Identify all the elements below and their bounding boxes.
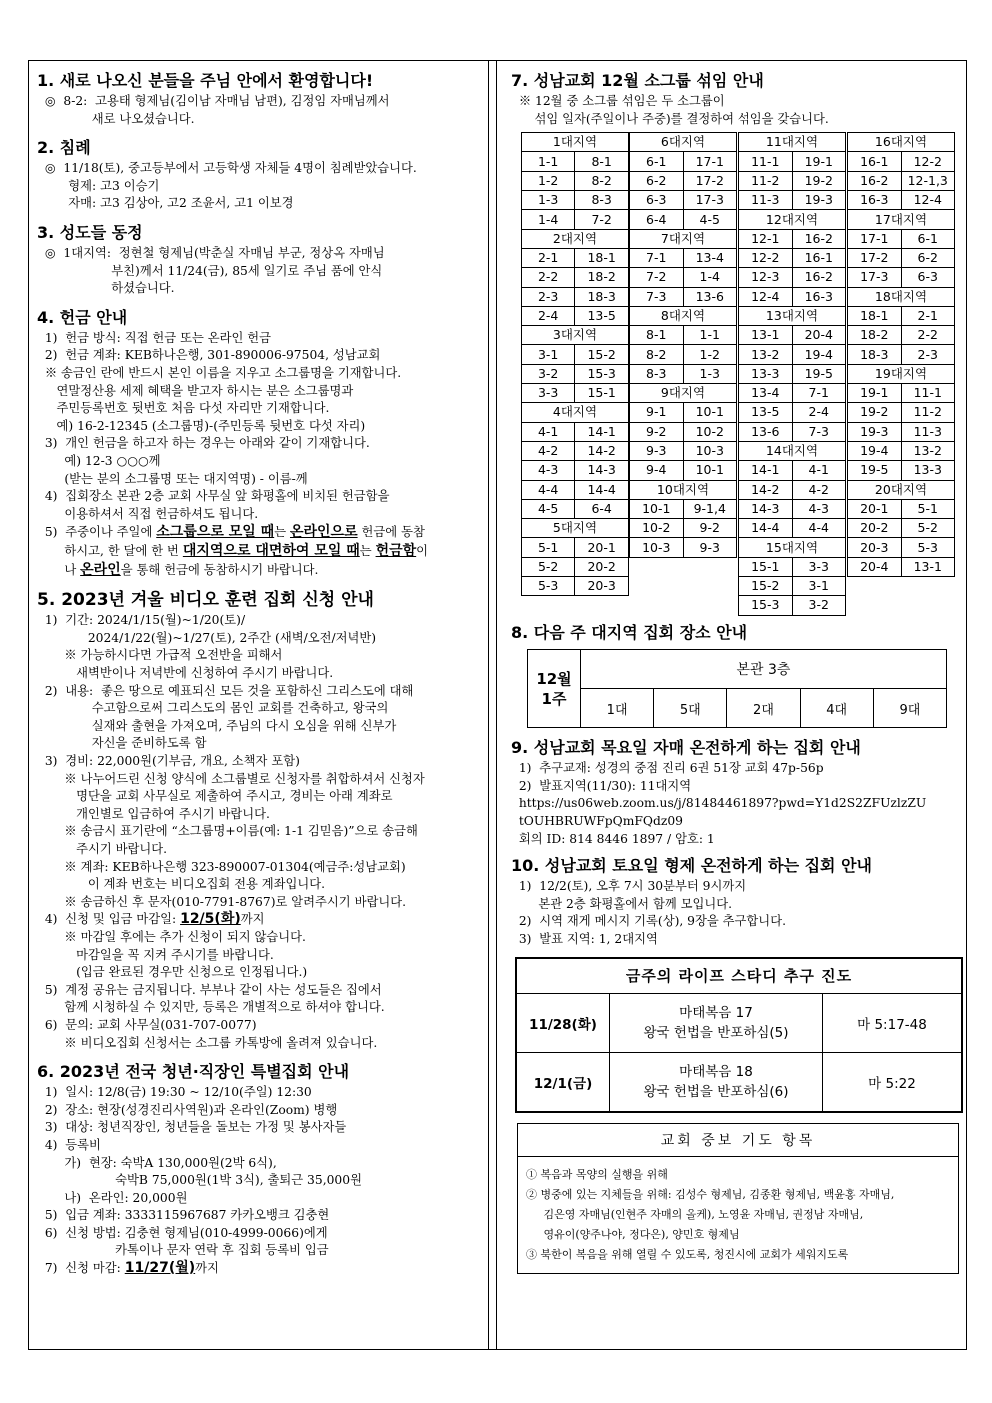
zoom-link[interactable]: tOUHBRUWFpQmFQdz09 — [511, 813, 683, 828]
group-cell: 9-4 — [630, 461, 684, 480]
partner-cell: 4-1 — [792, 461, 846, 480]
text-line: 1) 기간: 2024/1/15(월)~1/20(토)/ — [37, 613, 246, 628]
region-header: 20대지역 — [848, 480, 955, 499]
emphasis: 온라인으로 — [289, 524, 358, 541]
group-cell: 3-1 — [522, 345, 575, 364]
region-header: 13대지역 — [739, 306, 846, 325]
region-header: 19대지역 — [848, 364, 955, 383]
text-line: 예) 12-3 ○○○께 — [37, 453, 161, 468]
partner-cell: 18-1 — [575, 248, 629, 267]
group-cell: 11-2 — [739, 171, 793, 190]
region-column — [629, 132, 737, 558]
region-header: 10대지역 — [630, 480, 737, 499]
partner-cell: 6-1 — [901, 229, 955, 248]
text-line: 나 온라인을 통해 헌금에 동참하시기 바랍니다. — [37, 562, 319, 579]
region-column — [738, 132, 846, 615]
offering-body — [37, 330, 479, 581]
group-cell: 13-1 — [739, 326, 793, 345]
group-cell: 6-1 — [630, 152, 684, 171]
region-header: 18대지역 — [848, 287, 955, 306]
text-line: 3) 경비: 22,000원(기부금, 개요, 소책자 포함) — [37, 754, 300, 769]
partner-cell: 19-1 — [792, 152, 846, 171]
text-line: 나) 온라인: 20,000원 — [37, 1190, 188, 1205]
region-header: 8대지역 — [630, 306, 737, 325]
partner-cell: 4-3 — [792, 499, 846, 518]
partner-cell: 5-3 — [901, 538, 955, 557]
partner-cell: 10-3 — [683, 441, 737, 460]
group-cell: 3-2 — [522, 364, 575, 383]
group-cell: 7-2 — [630, 268, 684, 287]
partner-cell: 17-2 — [683, 171, 737, 190]
group-cell: 10-1 — [630, 499, 684, 518]
partner-cell: 13-6 — [683, 287, 737, 306]
partner-cell: 13-5 — [575, 306, 629, 325]
text-line: 하셨습니다. — [37, 281, 175, 296]
text-line: ※ 송금인 란에 반드시 본인 이름을 지우고 소그룹명을 기재합니다. — [37, 365, 402, 380]
group-cell: 9-2 — [630, 422, 684, 441]
text-line: 가) 현장: 숙박A 130,000원(2박 6식), — [37, 1155, 277, 1170]
group-cell: 5-2 — [522, 557, 575, 576]
section-title-offering: 4. 헌금 안내 — [37, 307, 128, 327]
bulletin-frame — [28, 60, 967, 1350]
text-line: 이용하셔서 직접 헌금하셔도 됩니다. — [37, 506, 259, 521]
partner-cell: 19-2 — [792, 171, 846, 190]
prayer-item: 김은영 자매님(인현주 자매의 올케), 노영윤 자매님, 권정남 자매님, — [526, 1207, 864, 1221]
region-header: 15대지역 — [739, 538, 846, 557]
partner-cell: 2-3 — [901, 345, 955, 364]
text-line: 5) 주중이나 주일에 소그룹으로 모일 때는 온라인으로 헌금에 동참 — [37, 524, 425, 541]
partner-cell: 8-1 — [575, 152, 629, 171]
text-line: ※ 송금하신 후 문자(010-7791-8767)로 알려주시기 바랍니다. — [37, 894, 407, 909]
group-cell: 11-3 — [739, 191, 793, 210]
text-line: ◎ 8-2: 고용태 형제님(김이남 자매님 남편), 김정임 자매님께서 — [37, 94, 390, 108]
group-cell: 2-1 — [522, 248, 575, 267]
group-cell: 17-1 — [848, 229, 902, 248]
text-line: 2) 헌금 계좌: KEB하나은행, 301-890006-97504, 성남교회 — [37, 348, 381, 363]
partner-cell: 6-4 — [575, 499, 629, 518]
study-date: 11/28(화) — [516, 993, 610, 1052]
youth-conference-body — [37, 1084, 479, 1278]
welcome-body — [37, 93, 479, 128]
group-cell: 20-2 — [848, 519, 902, 538]
group-cell: 6-4 — [630, 210, 684, 229]
group-cell: 5-1 — [522, 538, 575, 557]
group-cell: 4-5 — [522, 499, 575, 518]
partner-cell: 16-2 — [792, 229, 846, 248]
group-cell: 16-2 — [848, 171, 902, 190]
partner-cell: 20-1 — [575, 538, 629, 557]
region-column — [847, 132, 955, 577]
region-header: 9대지역 — [630, 384, 737, 403]
group-cell: 20-3 — [848, 538, 902, 557]
partner-cell: 9-1,4 — [683, 499, 737, 518]
text-line: 1) 일시: 12/8(금) 19:30 ~ 12/10(주일) 12:30 — [37, 1085, 312, 1100]
region-cell: 5대 — [654, 689, 727, 728]
text-line: 명단을 교회 사무실로 제출하여 주시고, 경비는 아래 계좌로 — [37, 789, 393, 804]
region-cell: 2대 — [727, 689, 800, 728]
group-cell: 1-4 — [522, 210, 575, 229]
group-cell: 14-1 — [739, 461, 793, 480]
partner-cell: 13-2 — [901, 441, 955, 460]
partner-cell: 1-2 — [683, 345, 737, 364]
partner-cell: 20-4 — [792, 326, 846, 345]
group-cell: 10-3 — [630, 538, 684, 557]
partner-cell: 12-2 — [901, 152, 955, 171]
partner-cell: 20-2 — [575, 557, 629, 576]
region-header: 14대지역 — [739, 441, 846, 460]
group-cell: 4-1 — [522, 422, 575, 441]
group-cell: 8-3 — [630, 364, 684, 383]
group-mixing-grid — [521, 132, 960, 617]
column-divider — [488, 61, 489, 1349]
prayer-item: 영유이(양주나야, 정다은), 양민호 형제님 — [526, 1227, 740, 1241]
region-header: 4대지역 — [522, 403, 629, 422]
group-cell: 18-2 — [848, 326, 902, 345]
group-cell: 15-2 — [739, 577, 793, 596]
group-cell: 12-3 — [739, 268, 793, 287]
text-line: 회의 ID: 814 8446 1897 / 암호: 1 — [511, 831, 715, 846]
section-title-meeting-place: 8. 다음 주 대지역 집회 장소 안내 — [511, 623, 748, 643]
section-title-baptism: 2. 침례 — [37, 138, 91, 158]
partner-cell: 1-1 — [683, 326, 737, 345]
text-line: ◎ 11/18(토), 중고등부에서 고등학생 자체들 4명이 침례받았습니다. — [37, 161, 417, 176]
text-line: 5) 입금 계좌: 3333115967687 카카오뱅크 김충현 — [37, 1208, 330, 1223]
deadline-date: 11/27(월) — [124, 1260, 196, 1277]
group-cell: 13-3 — [739, 364, 793, 383]
text-line: 5) 계정 공유는 금지됩니다. 부부나 같이 사는 성도들은 집에서 — [37, 982, 382, 997]
partner-cell: 14-4 — [575, 480, 629, 499]
partner-cell: 4-5 — [683, 210, 737, 229]
text-line: ※ 가능하시다면 가급적 오전반을 피해서 — [37, 648, 283, 663]
partner-cell: 13-4 — [683, 248, 737, 267]
group-cell: 13-5 — [739, 403, 793, 422]
partner-cell: 15-3 — [575, 364, 629, 383]
region-header: 3대지역 — [522, 326, 629, 345]
text-line: 2) 시역 재게 메시지 기록(상), 9장을 추구합니다. — [511, 914, 786, 929]
partner-cell: 16-1 — [792, 248, 846, 267]
partner-cell: 18-2 — [575, 268, 629, 287]
study-ref: 마 5:17-48 — [823, 993, 963, 1052]
text-line: 2) 장소: 현장(성경진리사역원)과 온라인(Zoom) 병행 — [37, 1102, 338, 1117]
text-line: 함께 시청하실 수 있지만, 등록은 개별적으로 하셔야 합니다. — [37, 1000, 385, 1015]
emphasis: 온라인 — [80, 562, 121, 579]
text-line: 주민등록번호 뒷번호 처음 다섯 자리만 기재합니다. — [37, 401, 330, 416]
text-line: 자매: 고3 김상아, 고2 조윤서, 고1 이보경 — [37, 196, 294, 211]
text-line: 카톡이나 문자 연락 후 집회 등록비 입금 — [37, 1243, 329, 1258]
partner-cell: 8-2 — [575, 171, 629, 190]
partner-cell: 6-2 — [901, 248, 955, 267]
partner-cell: 4-4 — [792, 519, 846, 538]
text-line: 새로 나오셨습니다. — [37, 111, 195, 126]
region-header: 16대지역 — [848, 133, 955, 152]
partner-cell: 16-3 — [792, 287, 846, 306]
partner-cell: 7-2 — [575, 210, 629, 229]
group-cell: 12-4 — [739, 287, 793, 306]
text-line: 1) 헌금 방식: 직접 헌금 또는 온라인 헌금 — [37, 330, 272, 345]
group-cell: 12-1 — [739, 229, 793, 248]
emphasis: 헌금함 — [375, 543, 417, 560]
group-cell: 19-1 — [848, 384, 902, 403]
deadline-line: 4) 신청 및 입금 마감일: 12/5(화)까지 — [37, 911, 265, 928]
text-line: (입금 완료된 경우만 신청으로 인정됩니다.) — [37, 965, 308, 980]
text-line: 본관 2층 화평홀에서 함께 모입니다. — [511, 896, 733, 911]
group-cell: 16-3 — [848, 191, 902, 210]
text-line: 예) 16-2-12345 (소그룹명)-(주민등록 뒷번호 다섯 자리) — [37, 418, 366, 433]
group-cell: 19-5 — [848, 461, 902, 480]
group-cell: 7-1 — [630, 248, 684, 267]
region-header: 7대지역 — [630, 229, 737, 248]
partner-cell: 7-1 — [792, 384, 846, 403]
partner-cell: 14-1 — [575, 422, 629, 441]
group-cell: 8-2 — [630, 345, 684, 364]
partner-cell: 19-4 — [792, 345, 846, 364]
partner-cell: 20-3 — [575, 577, 629, 596]
region-header: 17대지역 — [848, 210, 955, 229]
section-title-youth-conference: 6. 2023년 전국 청년·직장인 특별집회 안내 — [37, 1062, 350, 1082]
region-cell: 1대 — [581, 689, 654, 728]
partner-cell: 19-5 — [792, 364, 846, 383]
partner-cell: 6-3 — [901, 268, 955, 287]
group-cell: 1-1 — [522, 152, 575, 171]
prayer-box — [517, 1123, 959, 1274]
life-study-title: 금주의 라이프 스타디 추구 진도 — [516, 958, 962, 994]
text-line: 3) 대상: 청년직장인, 청년들을 돌보는 가정 및 봉사자들 — [37, 1120, 347, 1135]
section-title-brothers-meeting: 10. 성남교회 토요일 형제 온전하게 하는 집회 안내 — [511, 856, 873, 876]
group-cell: 7-3 — [630, 287, 684, 306]
partner-cell: 17-3 — [683, 191, 737, 210]
section-title-video-training: 5. 2023년 겨울 비디오 훈련 집회 신청 안내 — [37, 590, 374, 611]
emphasis: 대지역으로 대면하여 모일 때 — [182, 543, 360, 560]
group-cell: 15-3 — [739, 596, 793, 615]
group-cell: 14-2 — [739, 480, 793, 499]
text-line: 수고함으로써 그리스도의 몸인 교회를 건축하고, 왕국의 — [37, 701, 389, 716]
baptism-body — [37, 160, 479, 213]
group-cell: 20-4 — [848, 557, 902, 576]
partner-cell: 17-1 — [683, 152, 737, 171]
text-line: 연말정산용 세제 혜택을 받고자 하시는 분은 소그룹명과 — [37, 383, 354, 398]
prayer-item: ① 복음과 목양의 실행을 위해 — [526, 1167, 668, 1181]
partner-cell: 9-2 — [683, 519, 737, 538]
prayer-item: ③ 북한이 복음을 위해 열릴 수 있도록, 청진시에 교회가 세워지도록 — [526, 1247, 849, 1261]
text-line: 실재와 출현을 가져오며, 주님의 다시 오심을 위해 신부가 — [37, 718, 397, 733]
group-cell: 8-1 — [630, 326, 684, 345]
group-cell: 19-2 — [848, 403, 902, 422]
partner-cell: 4-2 — [792, 480, 846, 499]
partner-cell: 2-2 — [901, 326, 955, 345]
group-cell: 16-1 — [848, 152, 902, 171]
column-divider — [496, 61, 497, 1349]
group-cell: 3-3 — [522, 384, 575, 403]
meeting-place-table — [527, 649, 947, 728]
group-cell: 17-2 — [848, 248, 902, 267]
partner-cell: 1-3 — [683, 364, 737, 383]
partner-cell: 13-1 — [901, 557, 955, 576]
partner-cell: 11-2 — [901, 403, 955, 422]
group-cell: 1-3 — [522, 191, 575, 210]
group-cell: 4-3 — [522, 461, 575, 480]
text-line: 섞임 일자(주일이나 주중)를 결정하여 섞임을 갖습니다. — [511, 111, 829, 126]
partner-cell: 11-3 — [901, 422, 955, 441]
life-study-table — [515, 957, 963, 1113]
partner-cell: 3-3 — [792, 557, 846, 576]
group-cell: 5-3 — [522, 577, 575, 596]
group-cell: 11-1 — [739, 152, 793, 171]
place-cell: 본관 3층 — [581, 650, 947, 689]
text-line: 2) 내용: 좋은 땅으로 예표되신 모든 것을 포함하신 그리스도에 대해 — [37, 683, 414, 698]
text-line: (받는 분의 소그룹명 또는 대지역명) - 이름-께 — [37, 471, 308, 486]
text-line: 개인별로 입금하여 주시기 바랍니다. — [37, 806, 270, 821]
section-title-news: 3. 성도들 동정 — [37, 222, 143, 242]
text-line: 6) 문의: 교회 사무실(031-707-0077) — [37, 1017, 257, 1032]
study-ref: 마 5:22 — [823, 1052, 963, 1112]
group-cell: 19-4 — [848, 441, 902, 460]
text-line: ※ 마감일 후에는 추가 신청이 되지 않습니다. — [37, 929, 306, 944]
study-date: 12/1(금) — [516, 1052, 610, 1112]
text-line: 주시기 바랍니다. — [37, 842, 168, 856]
partner-cell: 3-1 — [792, 577, 846, 596]
partner-cell: 16-2 — [792, 268, 846, 287]
partner-cell: 14-2 — [575, 441, 629, 460]
partner-cell: 2-1 — [901, 306, 955, 325]
partner-cell: 15-1 — [575, 384, 629, 403]
group-cell: 10-2 — [630, 519, 684, 538]
group-cell: 18-1 — [848, 306, 902, 325]
text-line: ◎ 1대지역: 정현철 형제님(박춘실 자매님 부군, 정상옥 자매님 — [37, 245, 385, 260]
text-line: ※ 계좌: KEB하나은행 323-890007-01304(예금주:성남교회) — [37, 859, 406, 874]
prayer-item: ② 병중에 있는 지체들을 위해: 김성수 형제님, 김종환 형제님, 백윤홍 자매님, — [526, 1187, 895, 1201]
text-line: 마감일을 꼭 지켜 주시기를 바랍니다. — [37, 947, 274, 962]
group-cell: 14-4 — [739, 519, 793, 538]
section-title-sisters-meeting: 9. 성남교회 목요일 자매 온전하게 하는 집회 안내 — [511, 738, 861, 758]
region-column — [521, 132, 629, 596]
partner-cell: 12-1,3 — [901, 171, 955, 190]
group-cell: 2-2 — [522, 268, 575, 287]
region-cell: 4대 — [800, 689, 873, 728]
left-column — [29, 61, 487, 1349]
text-line: 새벽반이나 저녁반에 신청하여 주시기 바랍니다. — [37, 666, 334, 681]
group-cell: 17-3 — [848, 268, 902, 287]
partner-cell: 19-3 — [792, 191, 846, 210]
emphasis: 소그룹으로 모일 때 — [156, 524, 275, 541]
partner-cell: 14-3 — [575, 461, 629, 480]
partner-cell: 3-2 — [792, 596, 846, 615]
group-cell: 6-2 — [630, 171, 684, 190]
partner-cell: 5-2 — [901, 519, 955, 538]
partner-cell: 5-1 — [901, 499, 955, 518]
deadline-date: 12/5(화) — [180, 911, 241, 928]
partner-cell: 2-4 — [792, 403, 846, 422]
group-cell: 19-3 — [848, 422, 902, 441]
text-line: 6) 신청 방법: 김충현 형제님(010-4999-0066)에게 — [37, 1225, 328, 1240]
region-header: 1대지역 — [522, 133, 629, 152]
sisters-meeting-body — [511, 760, 960, 848]
right-column — [505, 61, 966, 1349]
group-cell: 15-1 — [739, 557, 793, 576]
region-header: 2대지역 — [522, 229, 629, 248]
partner-cell: 18-3 — [575, 287, 629, 306]
group-cell: 6-3 — [630, 191, 684, 210]
region-cell: 9대 — [873, 689, 946, 728]
text-line: 2) 발표지역(11/30): 11대지역 — [511, 778, 692, 793]
group-cell: 4-4 — [522, 480, 575, 499]
text-line: 3) 발표 지역: 1, 2대지역 — [511, 931, 658, 946]
group-cell: 12-2 — [739, 248, 793, 267]
text-line: 자신을 준비하도록 함 — [37, 736, 207, 751]
partner-cell: 11-1 — [901, 384, 955, 403]
group-cell: 2-4 — [522, 306, 575, 325]
partner-cell: 10-1 — [683, 461, 737, 480]
partner-cell: 15-2 — [575, 345, 629, 364]
text-line: 1) 추구교재: 성경의 중점 진리 6권 51장 교회 47p-56p — [511, 761, 824, 776]
text-line: 4) 집회장소 본관 2층 교회 사무실 앞 화평홀에 비치된 헌금함을 — [37, 489, 390, 504]
study-content: 마태복음 17 왕국 헌법을 반포하심(5) — [610, 993, 823, 1052]
region-header: 11대지역 — [739, 133, 846, 152]
group-cell: 4-2 — [522, 441, 575, 460]
group-cell: 2-3 — [522, 287, 575, 306]
group-cell: 20-1 — [848, 499, 902, 518]
partner-cell: 9-3 — [683, 538, 737, 557]
text-line: ※ 나누어드린 신청 양식에 소그룹별로 신청자를 취합하셔서 신청자 — [37, 771, 425, 786]
prayer-title: 교회 중보 기도 항목 — [518, 1124, 958, 1157]
brothers-meeting-body — [511, 878, 960, 948]
region-header: 12대지역 — [739, 210, 846, 229]
group-cell: 1-2 — [522, 171, 575, 190]
news-body — [37, 245, 479, 298]
text-line: ※ 송금시 표기란에 “소그룹명+이름(예: 1-1 김믿음)”으로 송금해 — [37, 824, 418, 839]
group-cell: 18-3 — [848, 345, 902, 364]
text-line: 부친)께서 11/24(금), 85세 일기로 주님 품에 안식 — [37, 263, 383, 278]
text-line: 2024/1/22(월)~1/27(토), 2주간 (새벽/오전/저녁반) — [37, 630, 377, 645]
partner-cell: 12-4 — [901, 191, 955, 210]
text-line: 하시고, 한 달에 한 번 대지역으로 대면하여 모일 때는 헌금함이 — [37, 543, 429, 560]
text-line: 4) 등록비 — [37, 1137, 101, 1152]
section-title-welcome: 1. 새로 나오신 분들을 주님 안에서 환영합니다! — [37, 71, 374, 90]
partner-cell: 10-1 — [683, 403, 737, 422]
section-title-group-mixing: 7. 성남교회 12월 소그룹 섞임 안내 — [511, 71, 764, 90]
study-content: 마태복음 18 왕국 헌법을 반포하심(6) — [610, 1052, 823, 1112]
partner-cell: 8-3 — [575, 191, 629, 210]
deadline-line: 7) 신청 마감: 11/27(월)까지 — [37, 1260, 219, 1277]
group-cell: 13-4 — [739, 384, 793, 403]
text-line: ※ 비디오집회 신청서는 소그룹 카톡방에 올려져 있습니다. — [37, 1035, 378, 1050]
region-header: 6대지역 — [630, 133, 737, 152]
text-line: 3) 개인 헌금을 하고자 하는 경우는 아래와 같이 기재합니다. — [37, 436, 370, 451]
group-cell: 9-1 — [630, 403, 684, 422]
text-line: 이 계좌 번호는 비디오집회 전용 계좌입니다. — [37, 877, 326, 892]
group-cell: 13-6 — [739, 422, 793, 441]
group-cell: 13-2 — [739, 345, 793, 364]
group-cell: 14-3 — [739, 499, 793, 518]
partner-cell: 1-4 — [683, 268, 737, 287]
video-training-body — [37, 612, 479, 1052]
text-line: 형제: 고3 이승기 — [37, 178, 160, 193]
group-cell: 9-3 — [630, 441, 684, 460]
partner-cell: 7-3 — [792, 422, 846, 441]
zoom-link[interactable]: https://us06web.zoom.us/j/81484461897?pwd=Y1d2S2ZFUzlzZU — [511, 796, 927, 811]
week-cell: 12월 1주 — [528, 650, 581, 728]
prayer-items — [518, 1157, 958, 1273]
region-header: 5대지역 — [522, 519, 629, 538]
text-line: 숙박B 75,000원(1박 3식), 출퇴근 35,000원 — [37, 1173, 362, 1188]
text-line: ※ 12월 중 소그룹 섞임은 두 소그룹이 — [511, 94, 725, 108]
partner-cell: 10-2 — [683, 422, 737, 441]
text-line: 1) 12/2(토), 오후 7시 30분부터 9시까지 — [511, 879, 747, 894]
partner-cell: 13-3 — [901, 461, 955, 480]
